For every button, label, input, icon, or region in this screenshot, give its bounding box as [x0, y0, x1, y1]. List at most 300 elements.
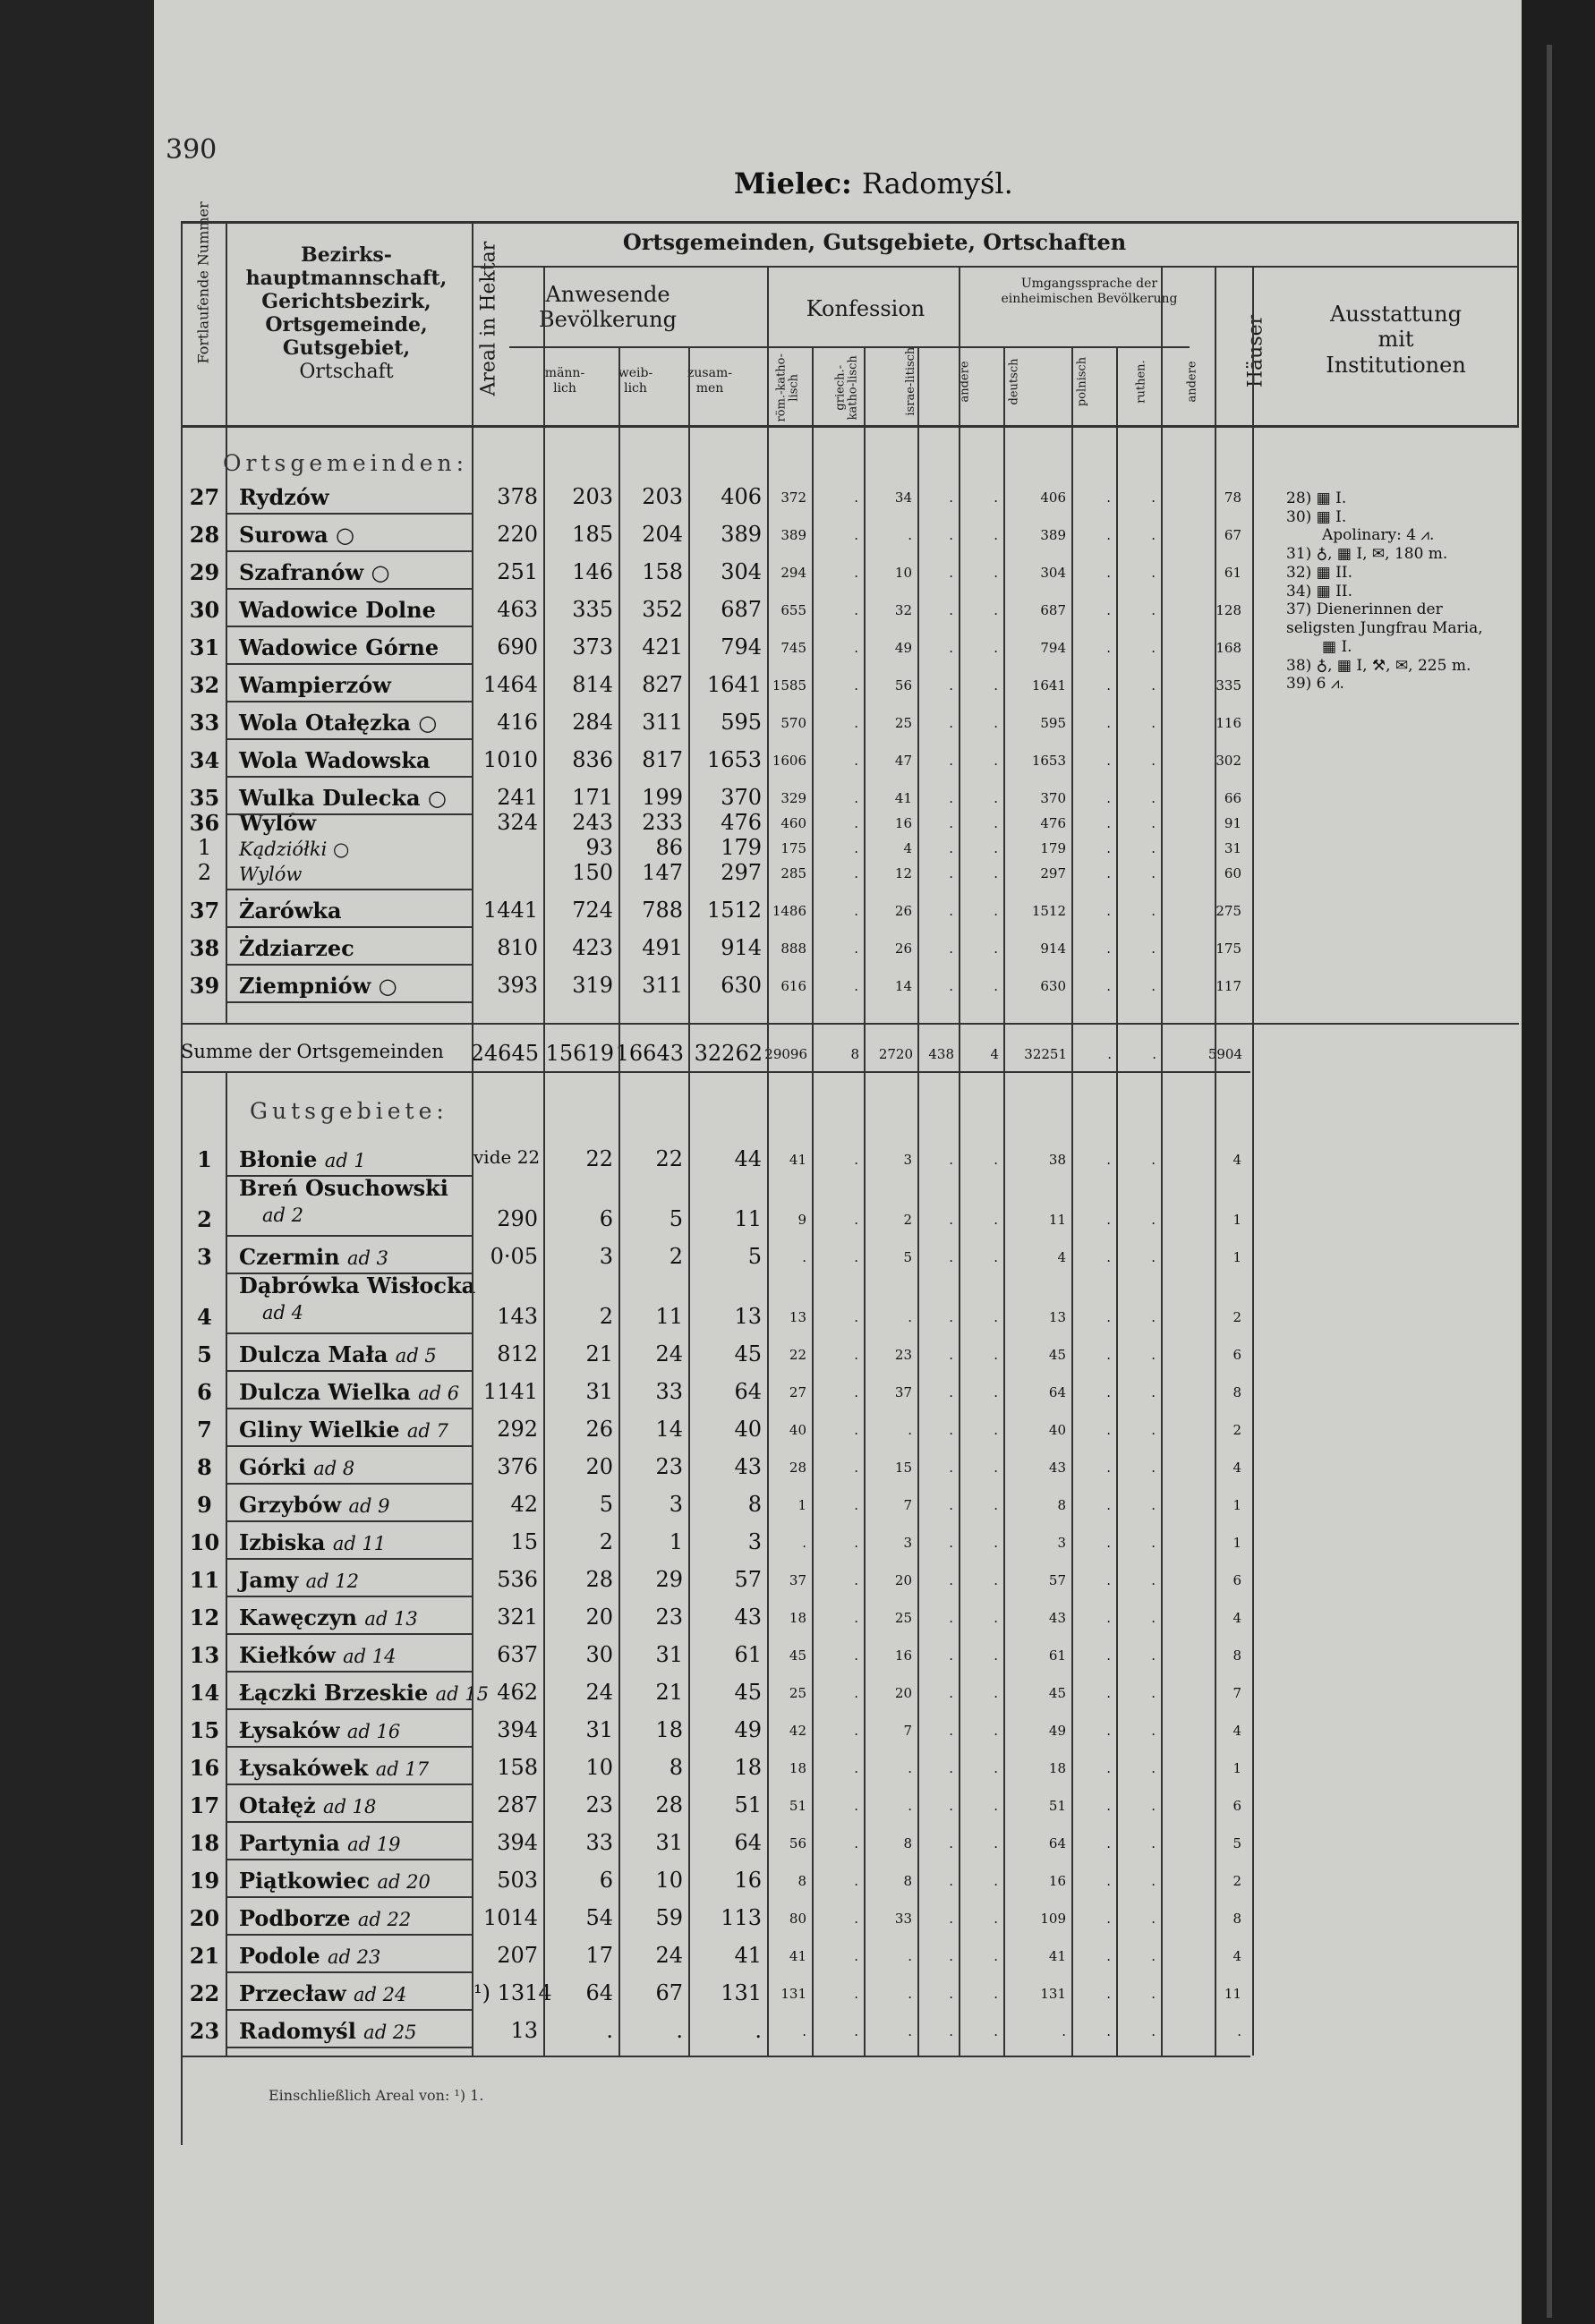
place-name	[239, 860, 302, 886]
rule-line	[226, 1633, 472, 1635]
row-number: 20	[189, 1905, 220, 1931]
gutsgebiet-row	[185, 1857, 1517, 1894]
rule-line	[1517, 221, 1519, 427]
cell-ru: .	[1106, 1460, 1111, 1476]
cell-z: 3	[747, 1529, 762, 1554]
rule-line	[472, 266, 1519, 268]
place-name-text: Wylów	[239, 864, 303, 885]
place-name	[239, 1680, 489, 1706]
cell-ru: .	[1106, 903, 1111, 919]
cell-z: 44	[734, 1146, 762, 1171]
gutsgebiet-row	[185, 1331, 1517, 1368]
cell-z: 687	[721, 597, 762, 622]
rule-line	[618, 346, 620, 2056]
rule-line	[181, 221, 183, 2145]
summe-is: 2720	[878, 1046, 913, 1062]
cell-is: 4	[903, 840, 912, 856]
row-number: 11	[189, 1567, 220, 1593]
place-name-text: Żarówka	[239, 898, 342, 924]
cell-ka: .	[949, 1873, 953, 1889]
cell-gk: .	[854, 527, 858, 543]
cell-z: 11	[734, 1206, 762, 1231]
cell-m: 20	[585, 1605, 613, 1630]
cell-z: 1653	[706, 747, 762, 772]
cell-areal: 0·05	[490, 1244, 538, 1269]
place-name	[239, 973, 397, 999]
ad-reference: ad 25	[363, 2022, 417, 2043]
rule-line	[226, 889, 472, 890]
place-name	[239, 785, 447, 811]
place-name	[239, 747, 431, 773]
rule-line	[181, 1023, 1519, 1025]
cell-areal: 220	[497, 522, 538, 547]
place-name	[239, 1146, 366, 1172]
ad-reference: ad 20	[377, 1871, 431, 1893]
cell-rk: 285	[780, 865, 806, 881]
cell-z: 370	[721, 785, 762, 810]
ausst-line: 31) ♁, ▦ I, ✉, 180 m.	[1286, 545, 1448, 564]
place-name-text: Łączki Brzeskie	[239, 1680, 429, 1706]
place-name	[239, 1244, 388, 1270]
ad-reference: ad 11	[332, 1533, 387, 1554]
ausst-line: ▦ I.	[1322, 637, 1352, 656]
place-name-text: Breń Osuchowski	[239, 1175, 448, 1201]
ausst-line: 39) 6 ⩘.	[1286, 675, 1344, 694]
cell-po: 304	[1040, 565, 1066, 581]
gutsgebiet-row	[185, 1443, 1517, 1481]
cell-h: 67	[1224, 527, 1241, 543]
cell-gk: .	[854, 1497, 858, 1513]
cell-areal: vide 22	[473, 1146, 541, 1168]
cell-areal: 251	[497, 559, 538, 584]
summe-m: 15619	[545, 1041, 614, 1066]
cell-w: 817	[642, 747, 683, 772]
cell-is: 32	[894, 602, 912, 618]
place-name	[239, 1830, 400, 1856]
cell-la: .	[1151, 1911, 1156, 1927]
ausst-line: 37) Dienerinnen der seligsten Jungfrau Maria,	[1286, 600, 1483, 638]
cell-de: .	[994, 1685, 998, 1701]
cell-po: 64	[1048, 1835, 1066, 1852]
cell-rk: .	[802, 1535, 806, 1551]
cell-ka: .	[949, 1835, 953, 1852]
cell-ru: .	[1106, 1347, 1111, 1363]
cell-ka: .	[949, 1723, 953, 1739]
cell-h: 4	[1232, 1723, 1241, 1739]
place-name	[239, 1273, 475, 1324]
ad-reference: ad 19	[347, 1834, 401, 1855]
cell-z: 16	[734, 1868, 762, 1893]
rule-line	[1215, 266, 1216, 2056]
cell-ka: .	[949, 1948, 953, 1964]
cell-po: 389	[1040, 527, 1066, 543]
cell-m: 373	[572, 634, 613, 660]
cell-m: 171	[572, 785, 613, 810]
cell-ka: .	[949, 1798, 953, 1814]
cell-w: 311	[642, 710, 683, 735]
cell-po: 64	[1048, 1384, 1066, 1400]
cell-h: 117	[1215, 978, 1241, 994]
cell-h: 1	[1232, 1497, 1241, 1513]
cell-areal: 463	[497, 597, 538, 622]
rule-line	[226, 221, 227, 1023]
ortsgemeinde-row	[185, 699, 1517, 736]
cell-is: 16	[894, 815, 912, 831]
cell-areal: 321	[497, 1605, 538, 1630]
row-number: 18	[189, 1830, 220, 1856]
rule-line	[226, 1483, 472, 1485]
cell-gk: .	[854, 2023, 858, 2039]
cell-m: 2	[599, 1304, 613, 1329]
gutsgebiet-row	[185, 1136, 1517, 1173]
cell-m: 17	[585, 1943, 613, 1968]
cell-is: 16	[894, 1647, 912, 1664]
ausstattung-notes	[1286, 489, 1510, 694]
cell-rk: 13	[789, 1309, 806, 1325]
cell-w: 28	[655, 1792, 683, 1817]
cell-m: 185	[572, 522, 613, 547]
place-name-text: Przecław	[239, 1980, 346, 2006]
cell-de: .	[994, 1835, 998, 1852]
cell-de: .	[994, 1347, 998, 1363]
cell-w: 199	[642, 785, 683, 810]
cell-h: 128	[1215, 602, 1241, 618]
cell-ru: .	[1106, 1798, 1111, 1814]
cell-areal: 1141	[482, 1379, 538, 1404]
cell-la: .	[1151, 715, 1156, 731]
title-district: Mielec:	[734, 166, 852, 200]
cell-ka: .	[949, 1152, 953, 1168]
cell-ru: .	[1106, 1647, 1111, 1664]
cell-po: 11	[1048, 1212, 1066, 1228]
rule-line	[226, 1332, 472, 1334]
cell-de: .	[994, 1911, 998, 1927]
cell-h: 2	[1232, 1309, 1241, 1325]
cell-ru: .	[1106, 2023, 1111, 2039]
cell-z: 406	[721, 484, 762, 509]
cell-ka: .	[949, 489, 953, 506]
ad-reference: ad 5	[395, 1345, 437, 1366]
cell-is: .	[908, 1422, 912, 1438]
cell-ka: .	[949, 903, 953, 919]
cell-de: .	[994, 790, 998, 806]
header-pop-w: weib-lich	[618, 366, 653, 396]
cell-is: .	[908, 1798, 912, 1814]
ausst-line: 30) ▦ I.	[1286, 507, 1347, 526]
cell-h: 4	[1232, 1460, 1241, 1476]
cell-po: 43	[1048, 1460, 1066, 1476]
summe-w: 16643	[615, 1041, 684, 1066]
cell-h: 302	[1215, 753, 1241, 769]
row-number: 36	[189, 810, 220, 836]
place-name-text: Łysaków	[239, 1717, 340, 1743]
cell-la: .	[1151, 1384, 1156, 1400]
cell-z: 43	[734, 1454, 762, 1479]
cell-is: 49	[894, 640, 912, 656]
ausst-line: 32) ▦ II.	[1286, 563, 1352, 582]
cell-ka: .	[949, 715, 953, 731]
cell-po: 43	[1048, 1610, 1066, 1626]
rule-line	[226, 738, 472, 740]
cell-po: 8	[1057, 1497, 1066, 1513]
cell-la: .	[1151, 840, 1156, 856]
row-number: 32	[189, 672, 220, 698]
cell-h: 335	[1215, 677, 1241, 694]
cell-la: .	[1151, 1572, 1156, 1588]
cell-rk: .	[802, 1249, 806, 1265]
cell-is: 7	[903, 1497, 912, 1513]
summe-de: 4	[990, 1046, 999, 1062]
cell-la: .	[1151, 865, 1156, 881]
rule-line	[1116, 346, 1118, 2056]
cell-is: .	[908, 1309, 912, 1325]
place-name-text: Otałęż	[239, 1792, 316, 1818]
header-de: deutsch	[1007, 358, 1021, 405]
ad-reference: ad 15	[435, 1683, 490, 1705]
cell-de: .	[994, 527, 998, 543]
title-court: Radomyśl.	[861, 166, 1013, 200]
cell-ka: .	[949, 1647, 953, 1664]
cell-gk: .	[854, 1911, 858, 1927]
cell-is: .	[908, 527, 912, 543]
cell-ka: .	[949, 527, 953, 543]
cell-rk: 9	[798, 1212, 806, 1228]
cell-la: .	[1151, 1647, 1156, 1664]
cell-gk: .	[854, 489, 858, 506]
row-number: 31	[189, 634, 220, 660]
cell-rk: 41	[789, 1948, 806, 1964]
cell-po: 687	[1040, 602, 1066, 618]
cell-h: 6	[1232, 1798, 1241, 1814]
row-number: 35	[189, 785, 220, 811]
cell-rk: 372	[780, 489, 806, 506]
cell-w: 204	[642, 522, 683, 547]
cell-la: .	[1151, 1685, 1156, 1701]
summe-la: .	[1152, 1046, 1156, 1062]
place-name	[239, 1175, 448, 1227]
cell-de: .	[994, 1422, 998, 1438]
ad-reference: ad 7	[406, 1420, 448, 1442]
cell-is: 12	[894, 865, 912, 881]
cell-po: 131	[1040, 1986, 1066, 2002]
cell-de: .	[994, 1152, 998, 1168]
cell-rk: 27	[789, 1384, 806, 1400]
cell-h: 8	[1232, 1647, 1241, 1664]
cell-z: 389	[721, 522, 762, 547]
place-name	[239, 1417, 448, 1443]
cell-w: 203	[642, 484, 683, 509]
row-number: 7	[197, 1417, 212, 1443]
rule-line	[226, 1071, 227, 2056]
place-name	[239, 710, 437, 736]
row-number: 19	[189, 1868, 220, 1894]
cell-h: 6	[1232, 1572, 1241, 1588]
page-number: 390	[166, 134, 218, 166]
ad-reference: ad 24	[354, 1984, 407, 2005]
row-number: 33	[189, 710, 220, 736]
cell-h: 31	[1224, 840, 1241, 856]
cell-areal: 287	[497, 1792, 538, 1817]
gutsgebiet-row	[185, 1556, 1517, 1594]
cell-ka: .	[949, 1422, 953, 1438]
place-name	[239, 672, 391, 698]
cell-z: 5	[747, 1244, 762, 1269]
rule-line	[226, 513, 472, 515]
cell-m: 93	[585, 835, 613, 860]
rule-line	[226, 813, 472, 815]
cell-ka: .	[949, 677, 953, 694]
cell-ka: .	[949, 1535, 953, 1551]
cell-ru: .	[1106, 602, 1111, 618]
cell-de: .	[994, 1212, 998, 1228]
cell-ka: .	[949, 1572, 953, 1588]
cell-po: 38	[1048, 1152, 1066, 1168]
row-number: 23	[189, 2018, 220, 2044]
cell-de: .	[994, 815, 998, 831]
cell-m: 20	[585, 1454, 613, 1479]
cell-areal: 15	[510, 1529, 538, 1554]
cell-gk: .	[854, 790, 858, 806]
cell-de: .	[994, 489, 998, 506]
cell-rk: 45	[789, 1647, 806, 1664]
cell-is: 8	[903, 1873, 912, 1889]
place-name-text: Kiełków	[239, 1642, 336, 1668]
header-ru: ruthen.	[1134, 360, 1148, 404]
cell-la: .	[1151, 527, 1156, 543]
cell-ru: .	[1106, 715, 1111, 731]
cell-h: 11	[1224, 1986, 1241, 2002]
cell-rk: 18	[789, 1610, 806, 1626]
cell-de: .	[994, 1497, 998, 1513]
cell-rk: 460	[780, 815, 806, 831]
rule-line	[226, 701, 472, 702]
rule-line	[543, 266, 545, 2056]
cell-ru: .	[1106, 1873, 1111, 1889]
header-pop-m: männ-lich	[544, 366, 585, 396]
place-name-text: Błonie	[239, 1146, 318, 1172]
cell-m: 23	[585, 1792, 613, 1817]
cell-m: 319	[572, 973, 613, 998]
summe-h: 5904	[1207, 1046, 1242, 1062]
cell-rk: 175	[780, 840, 806, 856]
cell-gk: .	[854, 1835, 858, 1852]
header-pop-z: zusam-men	[687, 366, 732, 396]
cell-rk: 616	[780, 978, 806, 994]
cell-ka: .	[949, 790, 953, 806]
cell-is: .	[908, 1948, 912, 1964]
cell-po: 297	[1040, 865, 1066, 881]
ad-reference: ad 4	[262, 1302, 303, 1324]
gutsgebiet-row	[185, 1744, 1517, 1782]
cell-de: .	[994, 1760, 998, 1776]
place-name	[239, 1605, 418, 1630]
cell-la: .	[1151, 1212, 1156, 1228]
cell-de: .	[994, 1873, 998, 1889]
row-number: 5	[197, 1341, 212, 1367]
cell-z: 304	[721, 559, 762, 584]
cell-w: 11	[655, 1304, 683, 1329]
cell-la: .	[1151, 1249, 1156, 1265]
cell-la: .	[1151, 1723, 1156, 1739]
header-ka: andere	[958, 361, 972, 403]
cell-ka: .	[949, 1760, 953, 1776]
gutsgebiet-row	[185, 1894, 1517, 1932]
cell-h: 2	[1232, 1422, 1241, 1438]
cell-po: 41	[1048, 1948, 1066, 1964]
place-name-text: Podborze	[239, 1905, 351, 1931]
cell-la: .	[1151, 489, 1156, 506]
cell-ka: .	[949, 640, 953, 656]
cell-de: .	[994, 1948, 998, 1964]
cell-m: 150	[572, 860, 613, 885]
cell-m: 30	[585, 1642, 613, 1667]
cell-z: 476	[721, 810, 762, 835]
cell-is: 34	[894, 489, 912, 506]
cell-ru: .	[1106, 815, 1111, 831]
cell-h: 4	[1232, 1152, 1241, 1168]
cell-la: .	[1151, 815, 1156, 831]
cell-gk: .	[854, 941, 858, 957]
cell-ru: .	[1106, 1384, 1111, 1400]
cell-m: 423	[572, 935, 613, 960]
cell-po: 794	[1040, 640, 1066, 656]
cell-la: .	[1151, 1798, 1156, 1814]
cell-ru: .	[1106, 790, 1111, 806]
cell-la: .	[1151, 1309, 1156, 1325]
row-number: 1	[197, 835, 212, 860]
cell-gk: .	[854, 1422, 858, 1438]
cell-z: 1641	[706, 672, 762, 697]
rule-line	[226, 1001, 472, 1003]
cell-w: 21	[655, 1680, 683, 1705]
place-name	[239, 1341, 437, 1367]
cell-areal: 503	[497, 1868, 538, 1893]
cell-de: .	[994, 1610, 998, 1626]
row-number: 6	[197, 1379, 212, 1405]
cell-de: .	[994, 565, 998, 581]
cell-areal: 1441	[482, 898, 538, 923]
cell-de: .	[994, 1460, 998, 1476]
cell-h: 175	[1215, 941, 1241, 957]
ortsgemeinde-row	[185, 812, 1517, 837]
cell-ka: .	[949, 602, 953, 618]
cell-po: 630	[1040, 978, 1066, 994]
cell-h: 61	[1224, 565, 1241, 581]
gutsgebiet-row	[185, 2007, 1517, 2045]
cell-h: 2	[1232, 1873, 1241, 1889]
place-name-text: Podole	[239, 1943, 320, 1969]
cell-areal: 143	[497, 1304, 538, 1329]
cell-ka: .	[949, 1685, 953, 1701]
cell-de: .	[994, 865, 998, 881]
cell-de: .	[994, 602, 998, 618]
rule-line	[226, 626, 472, 627]
cell-gk: .	[854, 1798, 858, 1814]
cell-ka: .	[949, 2023, 953, 2039]
cell-is: 25	[894, 715, 912, 731]
cell-ka: .	[949, 753, 953, 769]
rule-line	[226, 2009, 472, 2011]
cell-h: 6	[1232, 1347, 1241, 1363]
rule-line	[472, 221, 473, 2056]
cell-m: 284	[572, 710, 613, 735]
gutsgebiet-row	[185, 1782, 1517, 1819]
place-name-text: Dulcza Mała	[239, 1341, 388, 1367]
header-houses: Häuser	[1244, 314, 1267, 388]
cell-la: .	[1151, 640, 1156, 656]
header-ausstattung: Ausstattung mit Institutionen	[1326, 302, 1466, 378]
cell-la: .	[1151, 753, 1156, 769]
